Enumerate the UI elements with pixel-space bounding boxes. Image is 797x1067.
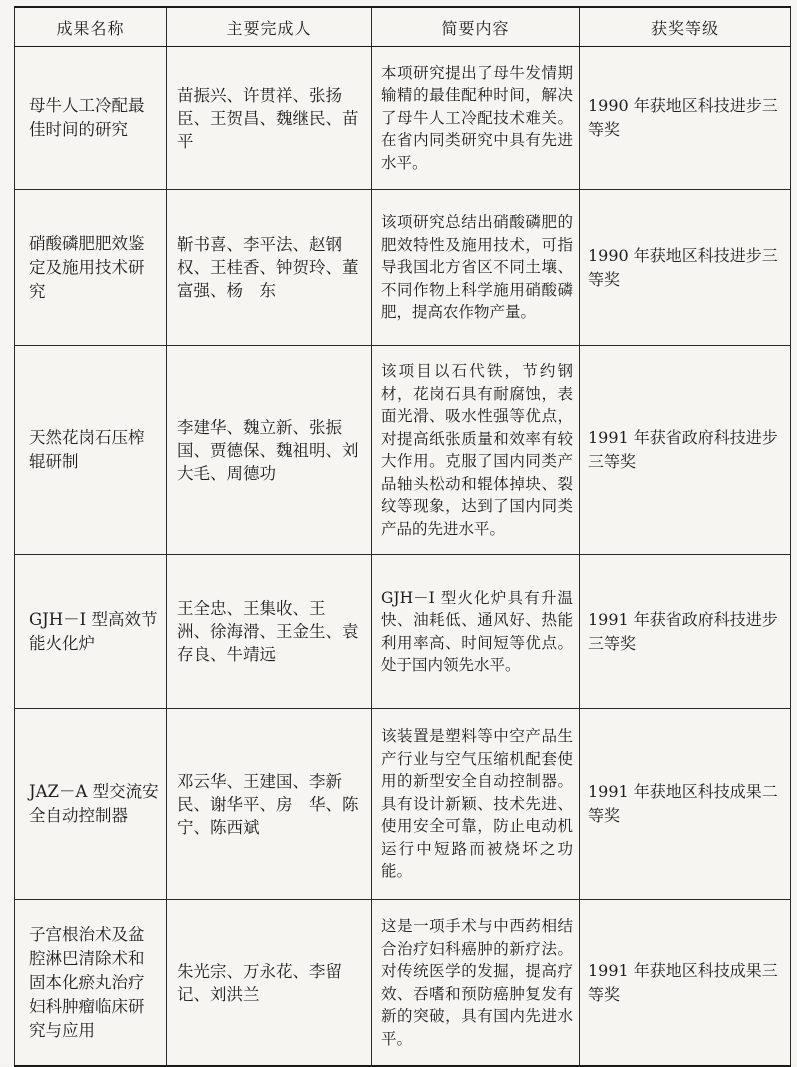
main-contributors: 苗振兴、许贯祥、张扬臣、王贺昌、魏继民、苗 平 xyxy=(167,47,372,190)
award-level: 1991 年获省政府科技进步三等奖 xyxy=(580,346,791,555)
table-row xyxy=(15,346,791,555)
achievement-name: JAZ－A 型交流安全自动控制器 xyxy=(15,709,167,900)
main-contributors: 邓云华、王建国、李新民、谢华平、房 华、陈 宁、陈西斌 xyxy=(167,709,372,900)
achievement-name: 天然花岗石压榨辊研制 xyxy=(15,346,167,555)
table-header-row xyxy=(15,7,791,47)
brief-summary: 该装置是塑料等中空产品生产行业与空气压缩机配套使用的新型安全自动控制器。具有设计新颖、技术先进、使用安全可靠，防止电动机运行中短路而被烧坏之功能。 xyxy=(372,709,580,900)
award-level: 1990 年获地区科技进步三等奖 xyxy=(580,47,791,190)
awards-table xyxy=(14,6,791,1067)
main-contributors: 靳书喜、李平法、赵钢权、王桂香、钟贺玲、董富强、杨 东 xyxy=(167,190,372,346)
table-row xyxy=(15,47,791,190)
header-award: 获奖等级 xyxy=(580,7,791,47)
achievement-name: GJH－I 型高效节能火化炉 xyxy=(15,555,167,709)
award-level: 1991 年获地区科技成果二等奖 xyxy=(580,709,791,900)
brief-summary: 这是一项手术与中西药相结合治疗妇科癌肿的新疗法。对传统医学的发掘，提高疗效、吞嗜和预防癌肿复发有新的突破，具有国内先进水平。 xyxy=(372,900,580,1067)
award-level: 1991 年获省政府科技进步三等奖 xyxy=(580,555,791,709)
brief-summary: 本项研究提出了母牛发情期输精的最佳配种时间，解决了母牛人工冷配技术难关。在省内同类研究中具有先进水平。 xyxy=(372,47,580,190)
brief-summary: 该项研究总结出硝酸磷肥的肥效特性及施用技术，可指导我国北方省区不同土壤、不同作物上科学施用硝酸磷肥，提高农作物产量。 xyxy=(372,190,580,346)
table-row xyxy=(15,555,791,709)
table-row xyxy=(15,709,791,900)
main-contributors: 李建华、魏立新、张振国、贾德保、魏祖明、刘大毛、周德功 xyxy=(167,346,372,555)
main-contributors: 王全忠、王集收、王 洲、徐海滑、王金生、袁存良、牛靖远 xyxy=(167,555,372,709)
header-name: 成果名称 xyxy=(15,7,167,47)
award-level: 1990 年获地区科技进步三等奖 xyxy=(580,190,791,346)
table-row xyxy=(15,190,791,346)
brief-summary: 该项目以石代铁，节约钢材，花岗石具有耐腐蚀，表面光滑、吸水性强等优点，对提高纸张质量和效率有较大作用。克服了国内同类产品轴头松动和辊体掉块、裂纹等现象，达到了国内同类产品的先进水平。 xyxy=(372,346,580,555)
achievement-name: 硝酸磷肥肥效鉴定及施用技术研究 xyxy=(15,190,167,346)
main-contributors: 朱光宗、万永花、李留记、刘洪兰 xyxy=(167,900,372,1067)
achievement-name: 母牛人工冷配最佳时间的研究 xyxy=(15,47,167,190)
header-authors: 主要完成人 xyxy=(167,7,372,47)
header-summary: 简要内容 xyxy=(372,7,580,47)
table-row xyxy=(15,900,791,1067)
achievement-name: 子宫根治术及盆腔淋巴清除术和固本化瘀丸治疗妇科肿瘤临床研究与应用 xyxy=(15,900,167,1067)
award-level: 1991 年获地区科技成果三等奖 xyxy=(580,900,791,1067)
brief-summary: GJH－I 型火化炉具有升温快、油耗低、通风好、热能利用率高、时间短等优点。处于国内领先水平。 xyxy=(372,555,580,709)
